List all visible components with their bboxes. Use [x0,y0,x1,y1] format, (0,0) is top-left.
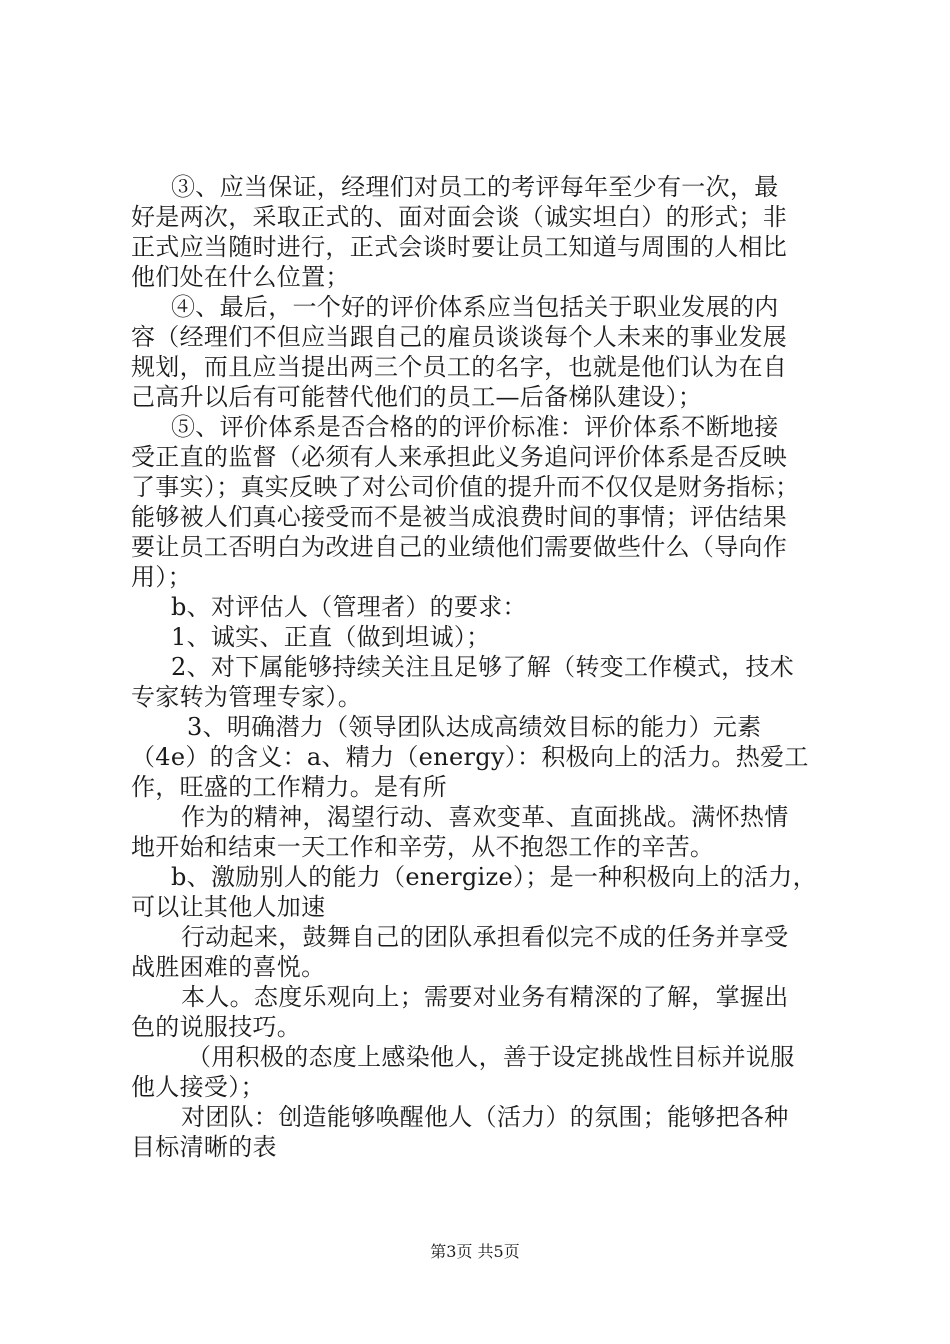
text-line: 专家转为管理专家）。 [131,683,362,711]
text-line: 能够被人们真心接受而不是被当成浪费时间的事情；评估结果 [131,503,788,531]
text-line: 作，旺盛的工作精力。是有所 [131,773,447,801]
text-line: 色的说服技巧。 [131,1013,302,1041]
text-line: （4e）的含义：a、精力（energy）：积极向上的活力。热爱工 [131,743,809,771]
text-line: 用）； [131,563,192,591]
text-line: 受正直的监督（必须有人来承担此义务追问评价体系是否反映 [131,443,788,471]
page-footer: 第3页 共5页 [430,1242,520,1261]
text-line: b、激励别人的能力（energize）；是一种积极向上的活力， [171,863,817,891]
text-line: （用积极的态度上感染他人，善于设定挑战性目标并说服 [187,1043,795,1071]
text-line: 正式应当随时进行，正式会谈时要让员工知道与周围的人相比 [131,233,788,261]
text-line: ④、最后，一个好的评价体系应当包括关于职业发展的内 [171,293,779,321]
text-line: b、对评估人（管理者）的要求： [171,593,527,621]
text-line: ③、应当保证，经理们对员工的考评每年至少有一次，最 [171,173,779,201]
text-line: 目标清晰的表 [131,1133,277,1161]
text-line: ⑤、评价体系是否合格的的评价标准：评价体系不断地接 [171,413,779,441]
text-line: 3、明确潜力（领导团队达成高绩效目标的能力）元素 [187,713,762,741]
text-line: 可以让其他人加速 [131,893,326,921]
text-line: 他们处在什么位置； [131,263,350,291]
text-line: 要让员工否明白为改进自己的业绩他们需要做些什么（导向作 [131,533,788,561]
text-line: 1、诚实、正直（做到坦诚）； [171,623,491,651]
text-line: 了事实）；真实反映了对公司价值的提升而不仅仅是财务指标； [131,473,800,501]
text-line: 本人。态度乐观向上；需要对业务有精深的了解，掌握出 [181,983,789,1011]
text-line: 对团队：创造能够唤醒他人（活力）的氛围；能够把各种 [181,1103,789,1131]
text-line: 地开始和结束一天工作和辛劳，从不抱怨工作的辛苦。 [131,833,715,861]
document-body [131,172,831,1162]
text-line: 己高升以后有可能替代他们的员工—后备梯队建设）； [131,383,703,411]
text-line: 他人接受）； [131,1073,265,1101]
text-line: 容（经理们不但应当跟自己的雇员谈谈每个人未来的事业发展 [131,323,788,351]
text-line: 行动起来，鼓舞自己的团队承担看似完不成的任务并享受 [181,923,789,951]
text-line: 战胜困难的喜悦。 [131,953,326,981]
text-line: 规划，而且应当提出两三个员工的名字，也就是他们认为在自 [131,353,788,381]
text-line: 作为的精神，渴望行动、喜欢变革、直面挑战。满怀热情 [181,803,789,831]
text-line: 2、对下属能够持续关注且足够了解（转变工作模式，技术 [171,653,795,681]
text-line: 好是两次，采取正式的、面对面会谈（诚实坦白）的形式；非 [131,203,788,231]
